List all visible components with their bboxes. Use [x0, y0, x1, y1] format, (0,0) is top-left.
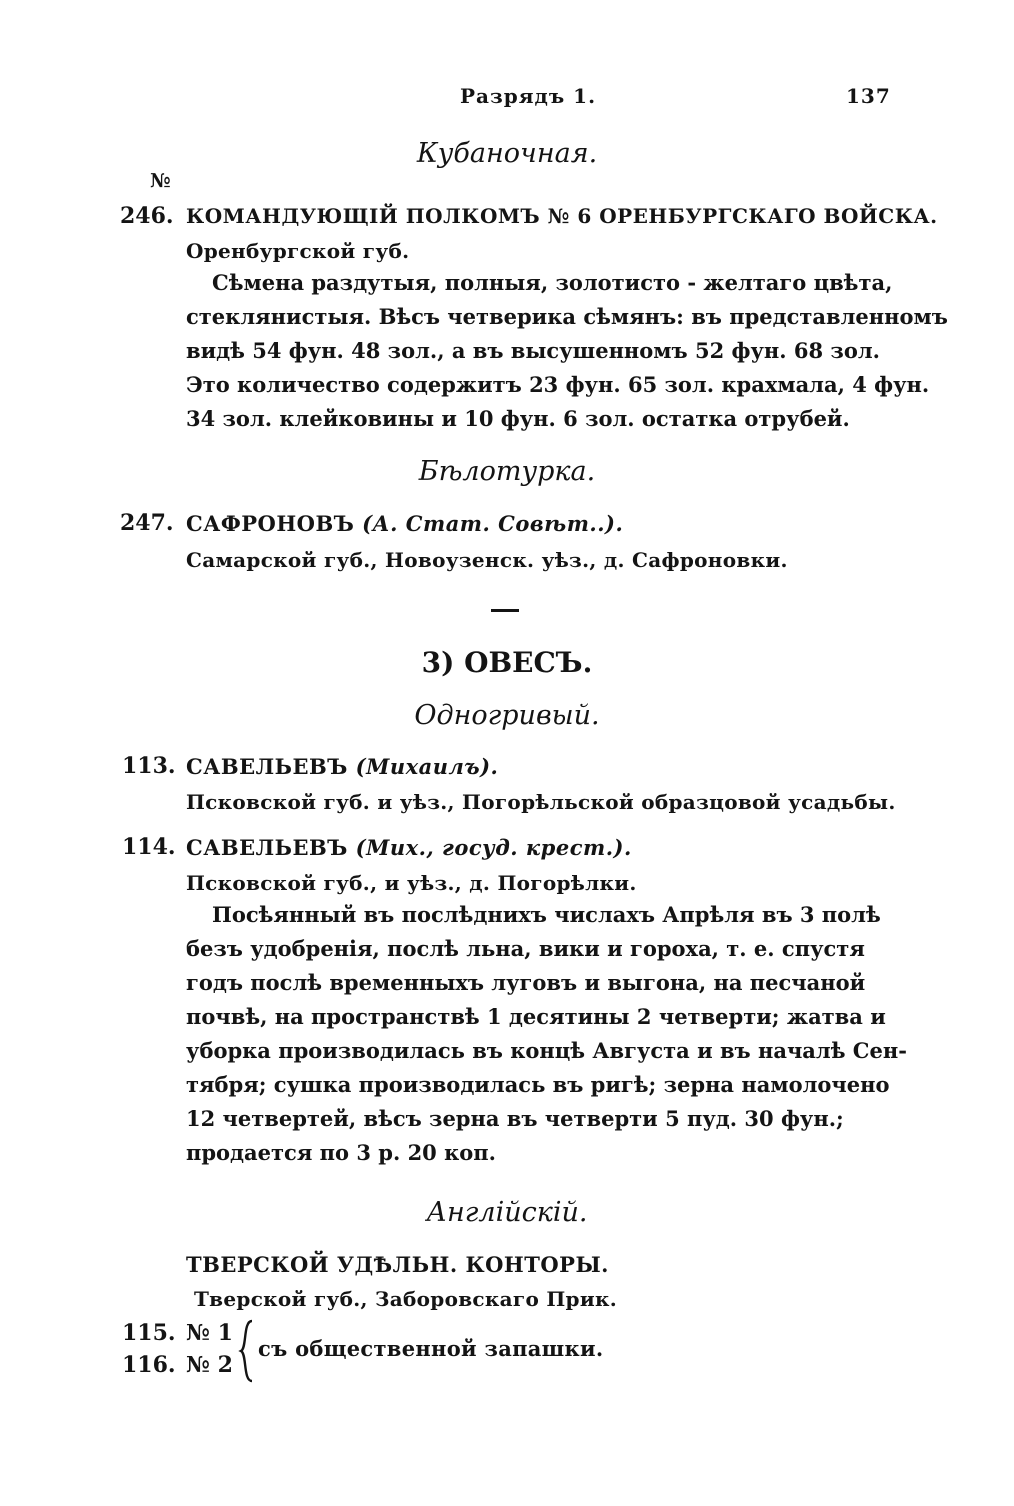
brace-note: съ общественной запашки.	[258, 1336, 604, 1361]
entry-name-block	[186, 511, 623, 536]
page-number: 137	[846, 84, 891, 108]
entry-name: КОМАНДУЮЩІЙ ПОЛКОМЪ № 6 ОРЕНБУРГСКАГО ВОЙСКА.	[186, 204, 938, 228]
entry-name: САВЕЛЬЕВЪ	[186, 754, 348, 779]
entry-name-detail: (А. Стат. Совѣт..).	[362, 511, 624, 536]
section-title-kubanochnaya: Кубаночная.	[416, 138, 598, 169]
description-line: уборка производилась въ концѣ Августа и въ началѣ Сен-	[186, 1038, 907, 1063]
description-line: почвѣ, на пространствѣ 1 десятины 2 четверти; жатва и	[186, 1004, 886, 1029]
entry-name-block	[186, 835, 632, 860]
entry-description	[186, 898, 907, 1170]
entry-name-detail: (Мих., госуд. крест.).	[355, 835, 632, 860]
numero-label: №	[150, 170, 171, 192]
entry-place: Псковской губ. и уѣз., Погорѣльской образцовой усадьбы.	[186, 790, 896, 814]
section-title-belotyrka: Бѣлотурка.	[418, 456, 596, 487]
entry-name: САВЕЛЬЕВЪ	[186, 835, 348, 860]
section-title-angliysky: Англійскій.	[426, 1197, 588, 1228]
description-line: видѣ 54 фун. 48 зол., а въ высушенномъ 52 фун. 68 зол.	[186, 338, 880, 363]
running-header: Разрядъ 1.	[460, 84, 597, 108]
entry-name-detail: (Михаилъ).	[355, 754, 499, 779]
entry-number: 246.	[120, 203, 174, 229]
section-title-odnogrivy: Одногривый.	[414, 700, 600, 731]
curly-brace-icon	[238, 1318, 258, 1384]
entry-place: Тверской губ., Заборовскаго Прик.	[194, 1287, 617, 1311]
description-line: Посѣянный въ послѣднихъ числахъ Апрѣля въ 3 полѣ	[212, 902, 881, 927]
entry-description	[186, 266, 948, 436]
description-line: 34 зол. клейковины и 10 фун. 6 зол. остатка отрубей.	[186, 406, 850, 431]
entry-number: 114.	[122, 834, 176, 860]
description-line: стеклянистыя. Вѣсъ четверика сѣмянъ: въ представленномъ	[186, 304, 948, 329]
description-line: безъ удобренія, послѣ льна, вики и гороха, т. е. спустя	[186, 936, 865, 961]
description-line: продается по 3 р. 20 коп.	[186, 1140, 496, 1165]
entry-name-block	[186, 754, 498, 779]
entry-number: 247.	[120, 510, 174, 536]
entry-name: ТВЕРСКОЙ УДѢЛЬН. КОНТОРЫ.	[186, 1252, 609, 1277]
entry-place: Оренбургской губ.	[186, 239, 410, 263]
part-heading: 3) ОВЕСЪ.	[421, 646, 593, 679]
section-divider	[491, 609, 519, 612]
entry-place: Самарской губ., Новоузенск. уѣз., д. Сафроновки.	[186, 548, 788, 572]
entry-place: Псковской губ., и уѣз., д. Погорѣлки.	[186, 871, 637, 895]
description-line: 12 четвертей, вѣсъ зерна въ четверти 5 пуд. 30 фун.;	[186, 1106, 844, 1131]
entry-name: САФРОНОВЪ	[186, 511, 355, 536]
entry-number: 115.	[122, 1320, 176, 1346]
description-line: тября; сушка производилась въ ригѣ; зерна намолочено	[186, 1072, 890, 1097]
description-line: годъ послѣ временныхъ луговъ и выгона, на песчаной	[186, 970, 866, 995]
description-line: Это количество содержитъ 23 фун. 65 зол. крахмала, 4 фун.	[186, 372, 930, 397]
entry-number: 116.	[122, 1352, 176, 1378]
description-line: Сѣмена раздутыя, полныя, золотисто - желтаго цвѣта,	[212, 270, 893, 295]
entry-label: № 2	[186, 1352, 233, 1378]
entry-number: 113.	[122, 753, 176, 779]
entry-label: № 1	[186, 1320, 233, 1346]
